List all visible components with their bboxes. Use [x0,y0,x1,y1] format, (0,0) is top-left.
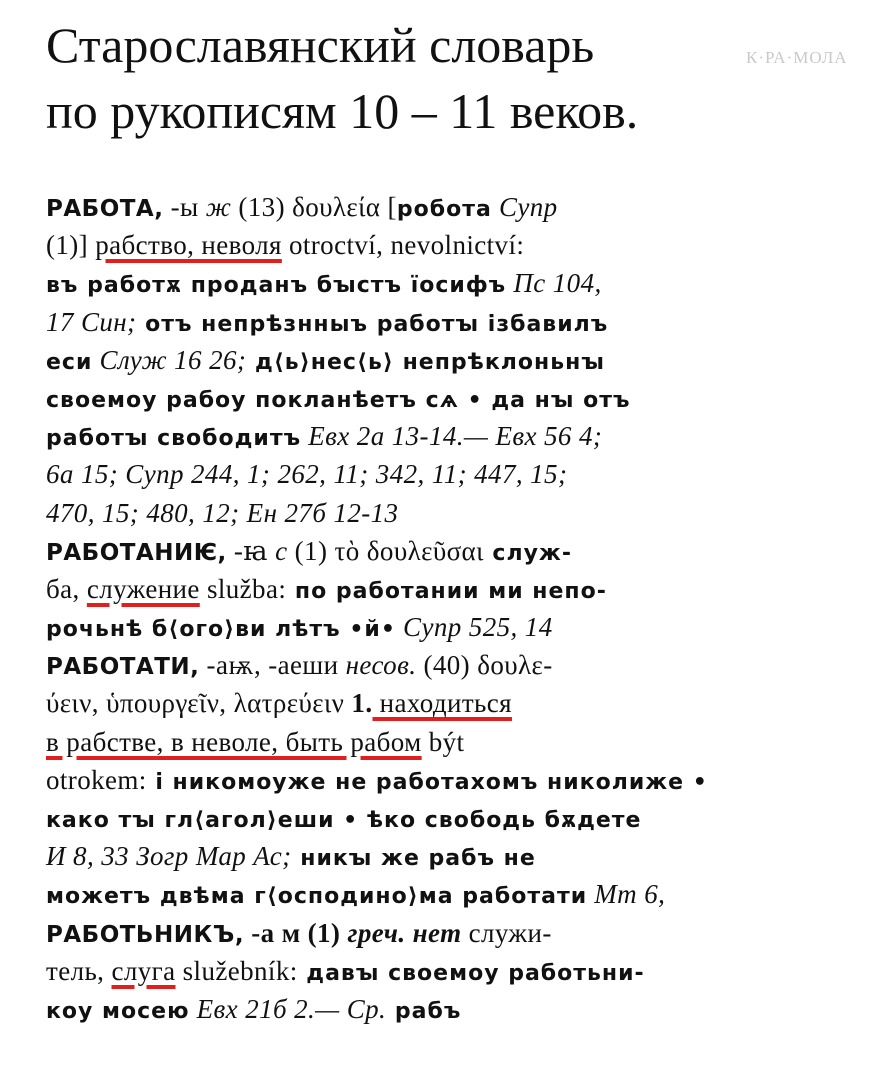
slavonic-quote: можетъ двѣма г⟨осподино⟩ма работати [46,884,588,910]
text: (1)] [46,230,96,261]
slavonic-quote: въ работѫ проданъ бꙑстъ їосифъ [46,273,507,299]
highlighted-translation: служение [86,573,200,604]
grammar: -аѭ, -аеши [199,650,339,681]
entry-rabota-line [46,417,826,455]
entry-rabotati-line [46,799,826,837]
entry-rabota-line [46,264,826,302]
text: служи- [461,917,552,948]
czech-translation: služebník: [175,955,298,986]
count-greek: (1) τὸ δουλεῦσαι [287,535,484,566]
slavonic-quote: своемоу рабоу покланѣетъ сѧ • да нꙑ отъ [46,387,631,413]
entry-rabota-line [46,188,826,226]
dictionary-entries [46,188,826,1028]
slavonic-quote: рабъ [386,998,462,1024]
headword-rabota: РАБОТА, [46,196,164,222]
count-greek: (40) δουλε- [416,650,553,681]
source: И 8, 33 Зогр Мар Ас; [46,841,292,872]
sense-number: 1. [344,688,373,719]
entry-rabota-line [46,303,826,341]
czech-translation: služba: [199,573,287,604]
headword-rabotanie: РАБОТАНИѤ, [46,539,227,566]
slavonic-quote: работꙑ свободитъ [46,426,302,452]
slavonic-quote: како тꙑ гл⟨агол⟩еши • ѣко свободь бѫдете [46,808,642,833]
entry-rabotati-line [46,761,826,799]
entry-rabotanie-line [46,570,826,608]
slavonic-quote: коу мосею [46,998,190,1024]
entry-rabotati-line [46,723,826,761]
source: Пс 104, [506,268,602,299]
count-greek: (13) δουλεία [ [231,192,397,222]
highlighted-translation: в рабстве, в неволе, быть рабом [46,726,422,757]
slavonic-quote: никꙑ же рабъ не [291,846,536,872]
slavonic-quote: і никомоуже не работахомъ николиже • [146,769,708,795]
slavonic-quote: служ- [483,540,572,566]
czech-translation: otrokem: [46,764,147,795]
entry-rabota-line [46,379,826,417]
entry-rabotati-line [46,875,826,913]
entry-rabotati-line [46,646,826,684]
entry-rabota-line [46,494,826,532]
entry-rabotati-line [46,837,826,875]
entry-rabotnik-line [46,990,826,1028]
entry-rabota-line [46,226,826,264]
slavonic-quote: еси [46,349,93,375]
grammar: -ы [163,192,199,222]
slavonic-quote: по работании ми непо- [286,578,607,604]
czech-translation: být [421,726,465,757]
entry-rabotanie-line [46,608,826,646]
slavonic-quote: рочьнѣ б⟨ого⟩ви лѣтъ •й• [46,617,396,643]
entry-rabota-line [46,341,826,379]
grammar: -ꙗ [226,535,268,566]
source: Супр 525, 14 [395,612,553,643]
slavonic-quote: д⟨ь⟩нес⟨ь⟩ непрѣклоньнꙑ [246,349,605,375]
highlighted-translation: рабство, неволя [95,230,282,261]
source: Мт 6, [587,879,666,910]
slavonic-quote: отъ непрѣзнныъ работꙑ ізбавилъ [136,311,609,337]
text: тель, [46,955,112,986]
text: ба, [46,573,87,604]
source: Евх 21б 2.— Ср. [189,993,387,1024]
source: 470, 15; 480, 12; Ен 27б 12-13 [46,497,399,528]
source: 17 Син; [46,306,137,337]
source: Евх 2а 13-14.— Евх 56 4; [301,421,603,452]
dictionary-title [46,12,846,144]
variant: робота [396,197,492,222]
watermark: К·РА·МОЛА [746,48,848,67]
entry-rabotnik-line [46,914,826,952]
gender: ж [198,192,232,222]
highlighted-translation: слуга [111,955,176,986]
source: Служ 16 26; [92,344,247,375]
czech-translation: otroctví, nevolnictví: [281,230,525,261]
entry-rabotati-line [46,684,826,722]
headword-rabotnik: РАБОТЬНИКЪ, [46,921,245,948]
slavonic-quote: давꙑ своемоу работьни- [297,960,645,986]
entry-rabota-line [46,455,826,493]
title-line-2: по рукописям 10 – 11 веков. [46,83,639,139]
gender: с [267,535,288,566]
grammar: -а м (1) [244,917,341,948]
entry-rabotanie-line [46,532,826,570]
greek-text: ύειν, ὑπουργεῖν, λατρεύειν [46,688,345,719]
title-line-1: Старославянский словарь [46,17,595,73]
source: 6а 15; Супр 244, 1; 262, 11; 342, 11; 447, 15; [46,459,568,490]
part-of-speech: несов. [338,650,417,681]
source: Супр [491,192,558,222]
entry-rabotnik-line [46,952,826,990]
headword-rabotati: РАБОТАТИ, [46,654,200,681]
highlighted-translation: находиться [372,688,512,719]
note: греч. нет [340,917,462,948]
